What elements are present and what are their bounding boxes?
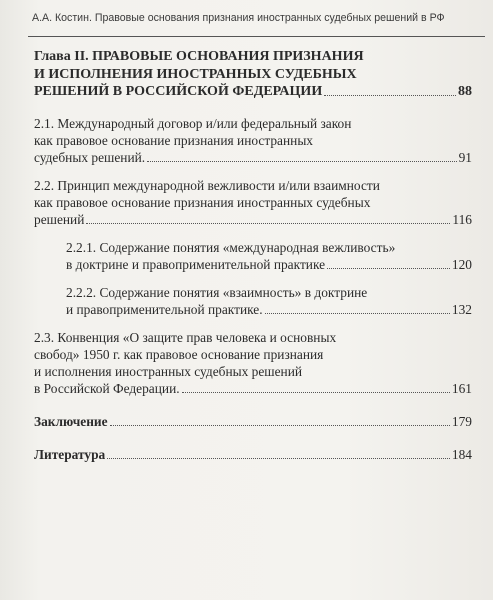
page-number: 184 bbox=[451, 446, 472, 462]
toc-entry-line: как правовое основание признания иностранных bbox=[34, 132, 314, 148]
toc-entry-line: и исполнения иностранных судебных решений bbox=[34, 363, 303, 379]
toc-entry-line: 2.2.2. Содержание понятия «взаимность» в доктрине bbox=[66, 284, 368, 300]
page-number: 179 bbox=[451, 413, 472, 429]
toc-entry-line: свобод» 1950 г. как правовое основание признания bbox=[34, 346, 324, 362]
toc-entry-line: 2.2. Принцип международной вежливости и/или взаимности bbox=[34, 177, 380, 193]
toc-entry-line: Глава II. ПРАВОВЫЕ ОСНОВАНИЯ ПРИЗНАНИЯ bbox=[34, 49, 364, 64]
toc-entry-line: 2.1. Международный договор и/или федеральный закон bbox=[34, 115, 352, 131]
dot-leader bbox=[265, 313, 450, 314]
toc-entry-line: в доктрине и правоприменительной практике bbox=[66, 256, 326, 272]
dot-leader bbox=[147, 161, 456, 162]
toc-entry-conclusion[interactable] bbox=[34, 413, 472, 430]
toc-entry-line: 2.2.1. Содержание понятия «международная вежливость» bbox=[66, 239, 396, 255]
toc-entry-2-3[interactable] bbox=[34, 329, 472, 397]
toc-entry-line: РЕШЕНИЙ В РОССИЙСКОЙ ФЕДЕРАЦИИ bbox=[34, 84, 323, 99]
page-number: 120 bbox=[451, 256, 472, 272]
toc-entry-literature[interactable] bbox=[34, 446, 472, 463]
table-of-contents bbox=[34, 48, 472, 463]
dot-leader bbox=[107, 458, 450, 459]
toc-entry-2-2-1[interactable] bbox=[34, 239, 472, 273]
toc-entry-line: 2.3. Конвенция «О защите прав человека и основных bbox=[34, 329, 337, 345]
toc-entry-line: в Российской Федерации. bbox=[34, 380, 180, 396]
dot-leader bbox=[86, 223, 450, 224]
toc-entry-2-2[interactable] bbox=[34, 177, 472, 228]
toc-entry-line: Литература bbox=[34, 446, 106, 462]
toc-entry-line: решений bbox=[34, 211, 85, 227]
dot-leader bbox=[327, 268, 450, 269]
page-number: 161 bbox=[451, 380, 472, 396]
toc-entry-line: судебных решений. bbox=[34, 149, 146, 165]
page-number: 132 bbox=[451, 301, 472, 317]
running-head: А.А. Костин. Правовые основания признания иностранных судебных решений в РФ bbox=[32, 12, 445, 24]
page-number: 116 bbox=[452, 211, 472, 227]
toc-entry-line: И ИСПОЛНЕНИЯ ИНОСТРАННЫХ СУДЕБНЫХ bbox=[34, 66, 357, 82]
dot-leader bbox=[324, 95, 456, 96]
toc-entry-line: Заключение bbox=[34, 413, 108, 429]
toc-entry-chapter-2[interactable] bbox=[34, 48, 472, 101]
toc-entry-2-2-2[interactable] bbox=[34, 284, 472, 318]
toc-entry-line: как правовое основание признания иностранных судебных bbox=[34, 194, 371, 210]
dot-leader bbox=[110, 425, 450, 426]
toc-entry-2-1[interactable] bbox=[34, 115, 472, 166]
dot-leader bbox=[182, 392, 450, 393]
header-rule bbox=[28, 36, 485, 37]
toc-entry-line: и правоприменительной практике. bbox=[66, 301, 263, 317]
page-number: 88 bbox=[458, 84, 472, 99]
page-number: 91 bbox=[458, 149, 472, 165]
